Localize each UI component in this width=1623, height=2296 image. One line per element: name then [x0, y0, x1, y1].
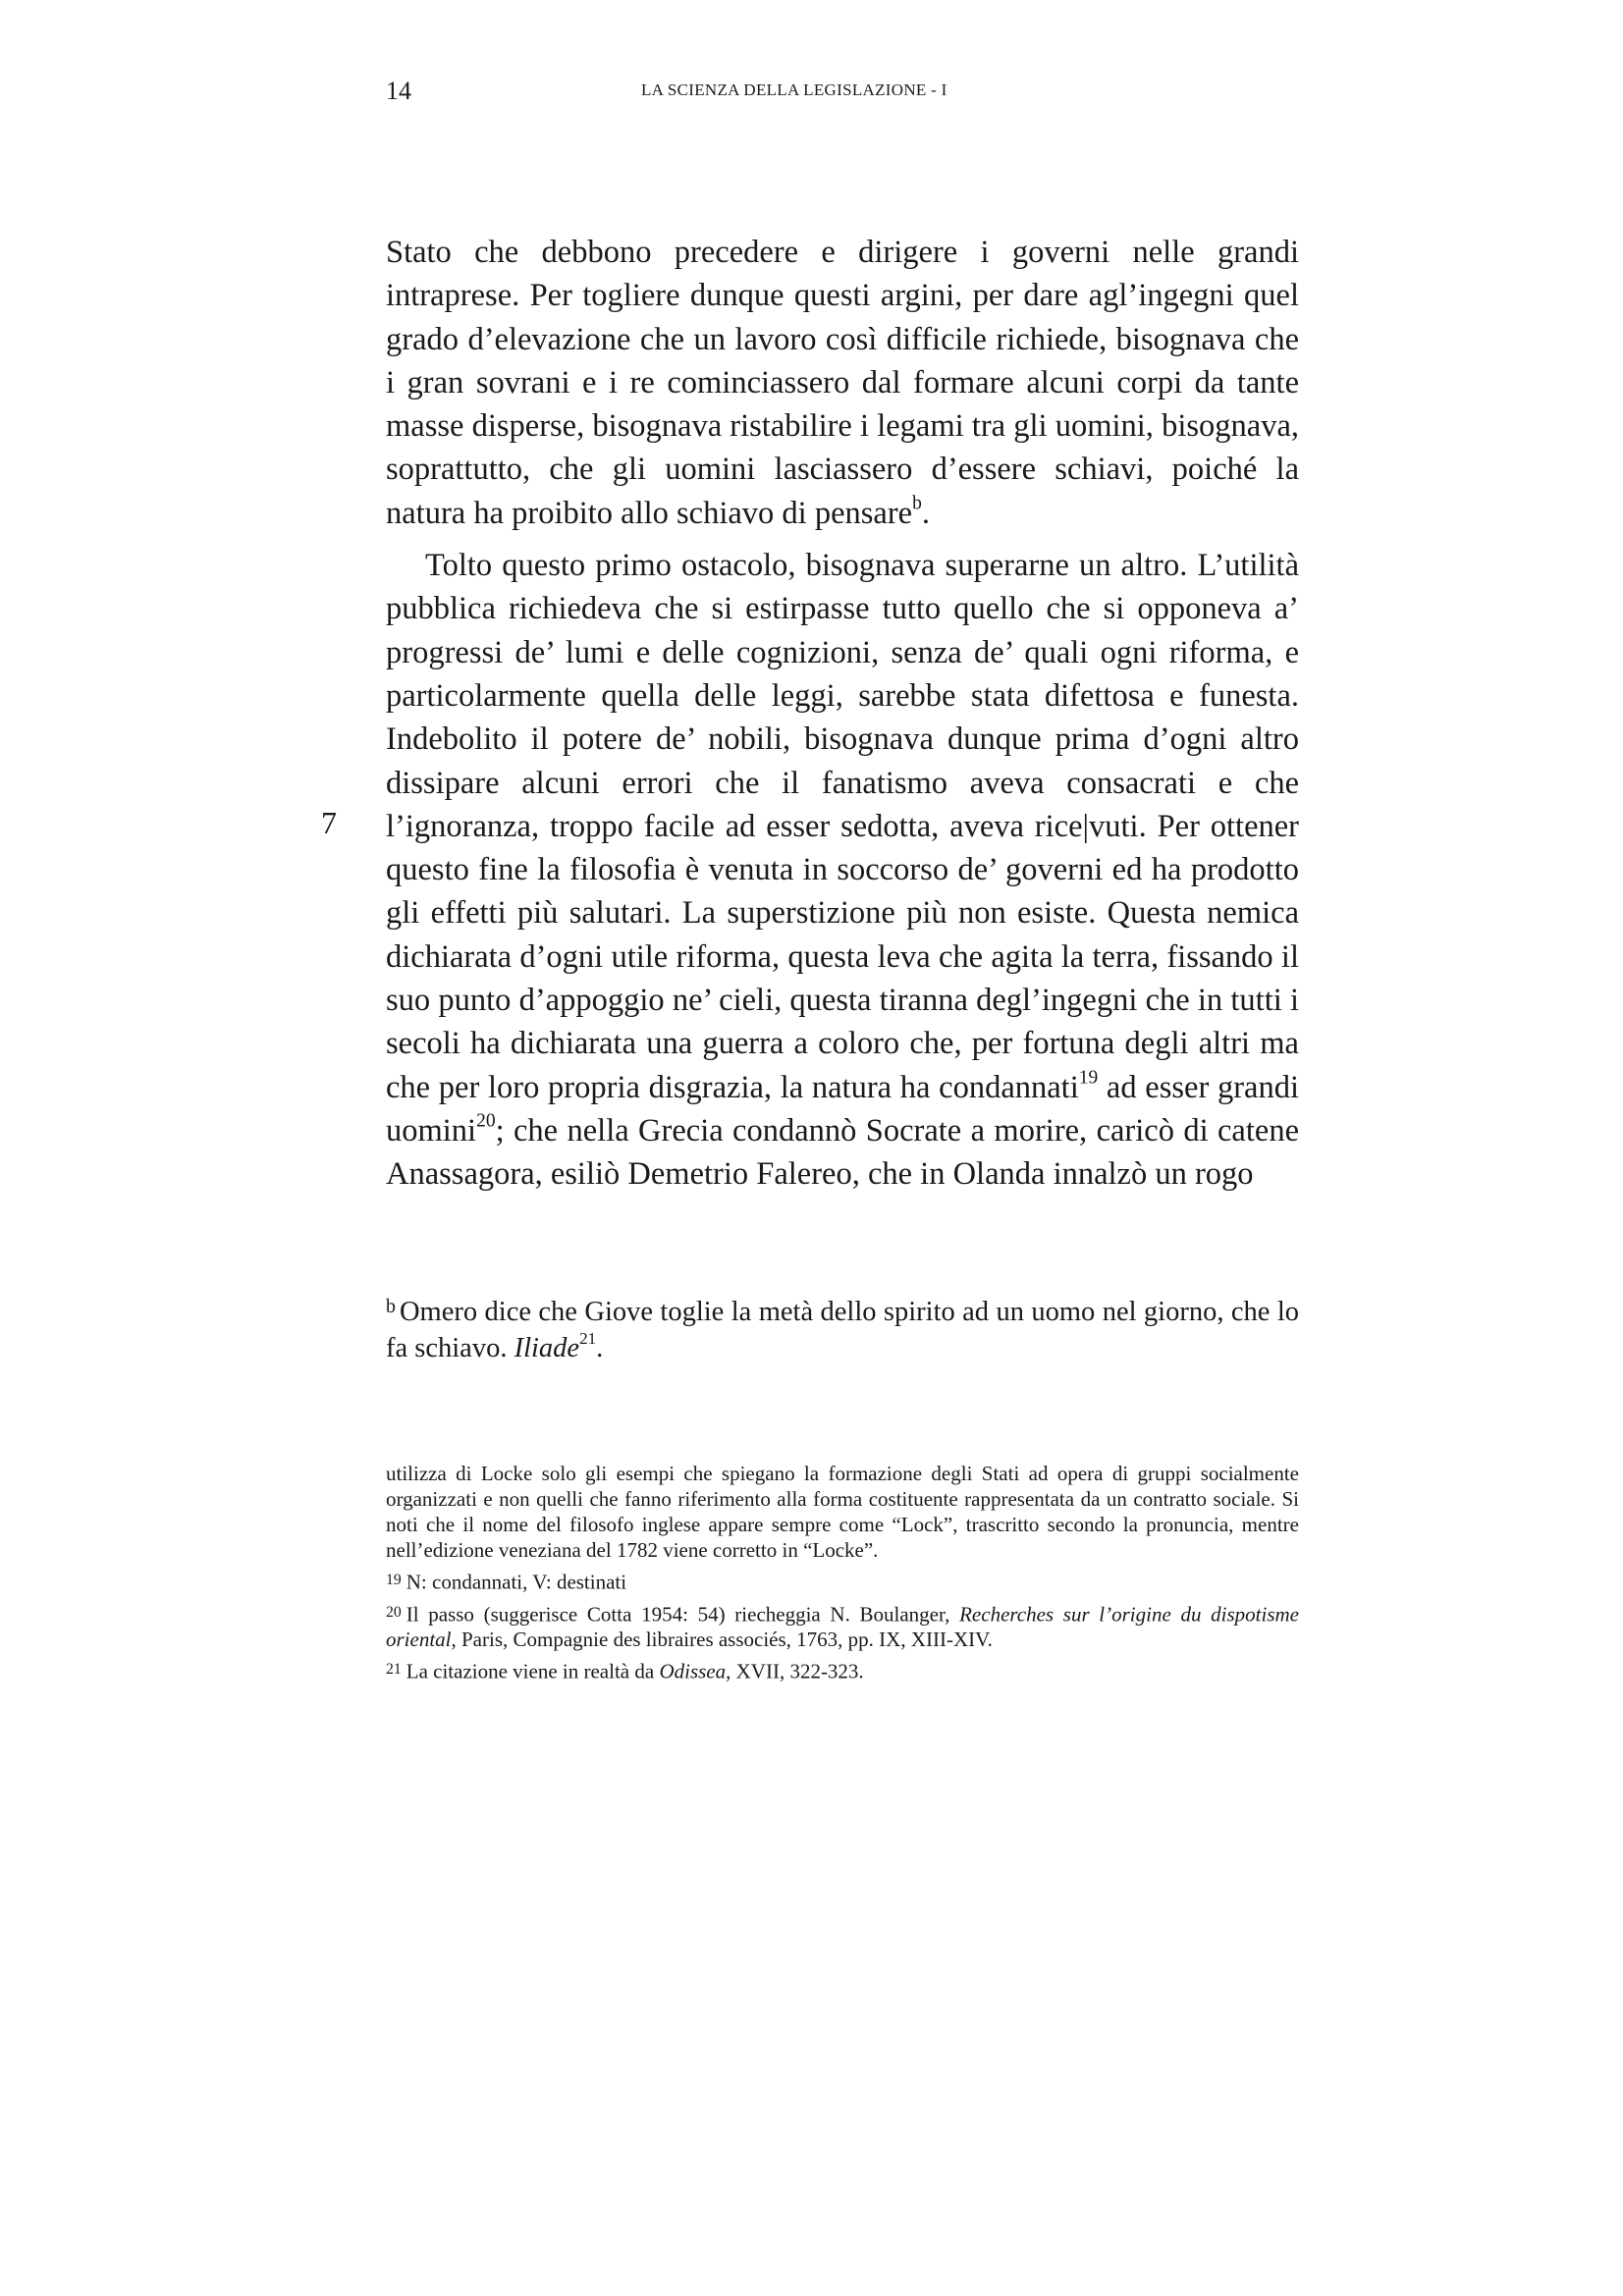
editor-note-19-number: 19 — [386, 1572, 402, 1588]
paragraph-2-text-b: ad esser grandi uomini — [386, 1069, 1299, 1148]
running-title: LA SCIENZA DELLA LEGISLAZIONE - I — [641, 80, 947, 99]
editor-note-21-text-b: , XVII, 322-323. — [726, 1660, 864, 1684]
author-footnote-b — [386, 1289, 1299, 1366]
footnote-mark-19: 19 — [1078, 1067, 1099, 1089]
editor-note-20-text-b: , Paris, Compagnie des libraires associés, 1763, pp. IX, XIII-XIV. — [451, 1628, 993, 1652]
paragraph-1-end: . — [921, 495, 930, 531]
editor-note-continuation: utilizza di Locke solo gli esempi che spiegano la formazione degli Stati ad opera di gruppi socialmente organizzati e non quelli che fanno riferimento alla forma costituente rappresentata da un contratto sociale. Si noti che il nome del filosofo inglese appare sempre come “Lock”, trascritto secondo la pronuncia, mentre nell’edizione veneziana del 1782 viene corretto in “Locke”. — [386, 1462, 1299, 1562]
author-footnote-text: Omero dice che Giove toglie la metà dello spirito ad un uomo nel giorno, che lo fa schiavo. — [386, 1296, 1299, 1363]
author-footnote-label: b — [386, 1296, 396, 1317]
paragraph-2-text-a: Tolto questo primo ostacolo, bisognava superarne un altro. L’utilità pubblica richiedeva che si estirpasse tutto quello che si opponeva a’ progressi de’ lumi e delle cognizioni, senza de’ quali ogni riforma, e particolarmente quella delle leggi, sarebbe stata difettosa e funesta. Indebolito il potere de’ nobili, bisognava dunque prima d’ogni altro dissipare alcuni errori che il fanatismo aveva consacrati e che l’ignoranza, troppo facile ad esser sedotta, aveva rice|vuti. Per ottener questo fine la filosofia è venuta in soccorso de’ governi ed ha prodotto gli effetti più salutari. La superstizione più non esiste. Questa nemica dichiarata d’ogni utile riforma, questa leva che agita la terra, fissando il suo punto d’appoggio ne’ cieli, questa tiranna degl’ingegni che in tutti i secoli ha dichiarata una guerra a coloro che, per fortuna degli altri ma che per loro propria disgrazia, la natura ha condannati — [386, 548, 1299, 1105]
editor-note-19 — [386, 1568, 1299, 1595]
paragraph-1-text: Stato che debbono precedere e dirigere i governi nelle grandi intraprese. Per togliere dunque questi argini, per dare agl’ingegni quel grado d’elevazione che un lavoro così difficile richiede, bisognava che i gran sovrani e i re cominciassero dal formare alcuni corpi da tante masse disperse, bisognava ristabilire i legami tra gli uomini, bisognava, soprattutto, che gli uomini lasciassero d’essere schiavi, poiché la natura ha proibito allo schiavo di pensare — [386, 235, 1299, 531]
author-footnote-italic: Iliade — [514, 1332, 580, 1363]
editor-notes — [386, 1461, 1299, 1684]
editor-note-21-number: 21 — [386, 1661, 402, 1679]
editor-note-20 — [386, 1600, 1299, 1653]
paragraph-2 — [386, 544, 1299, 1196]
footnote-mark-20: 20 — [476, 1110, 496, 1132]
page-number: 14 — [386, 77, 411, 105]
page-header — [386, 77, 1299, 110]
editor-note-20-text-a: Il passo (suggerisce Cotta 1954: 54) riecheggia N. Boulanger, — [406, 1602, 960, 1627]
author-footnote — [386, 1289, 1299, 1366]
main-body-text — [386, 231, 1299, 1197]
author-footnote-ref: 21 — [579, 1329, 597, 1349]
editor-note-20-number: 20 — [386, 1603, 402, 1621]
footnote-mark-b: b — [912, 493, 922, 514]
editor-note-21-italic: Odissea — [659, 1660, 727, 1684]
author-footnote-end: . — [596, 1332, 604, 1363]
margin-page-reference: 7 — [321, 805, 337, 840]
editor-note-20-italic: Recherches sur l’origine du dispotisme oriental — [386, 1602, 1299, 1652]
editor-note-19-text: N: condannati, V: destinati — [406, 1570, 627, 1594]
paragraph-1 — [386, 231, 1299, 535]
editor-note-21 — [386, 1657, 1299, 1684]
paragraph-2-text-c: ; che nella Grecia condannò Socrate a morire, caricò di catene Anassagora, esiliò Demetrio Falereo, che in Olanda innalzò un rogo — [386, 1112, 1299, 1193]
editor-note-21-text-a: La citazione viene in realtà da — [406, 1660, 660, 1684]
